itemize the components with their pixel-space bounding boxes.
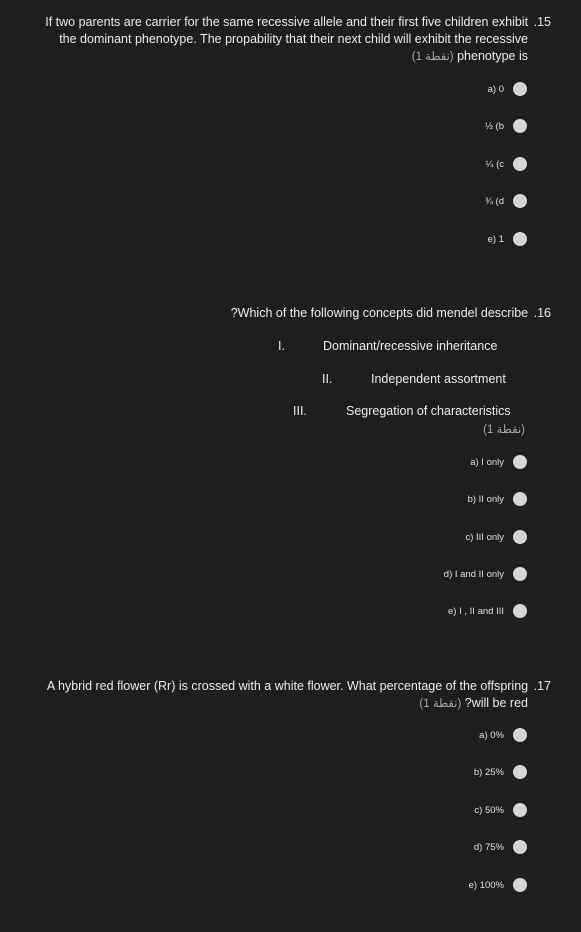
q16-option-e[interactable] <box>448 603 504 619</box>
q16-item-2-text: Independent assortment <box>371 372 506 386</box>
q16-option-d[interactable] <box>444 566 504 582</box>
q16-option-b-label: b) II only <box>467 493 504 505</box>
q17-option-c-radio[interactable] <box>513 803 527 817</box>
q15-option-c-radio[interactable] <box>513 157 527 171</box>
question-17-points: (1 نقطة) <box>419 698 462 710</box>
q16-option-a-label: a) I only <box>470 456 504 468</box>
question-17-number: .17 <box>533 679 551 693</box>
q15-option-b-label: ½ (b <box>484 120 504 132</box>
q17-option-e-radio[interactable] <box>513 878 527 892</box>
q16-option-c-radio[interactable] <box>513 530 527 544</box>
question-15-text-1: If two parents are carrier for the same recessive allele and their first five children exhibit <box>45 15 529 29</box>
q16-option-d-label: d) I and II only <box>443 568 504 580</box>
q17-option-a-radio[interactable] <box>513 728 527 742</box>
question-17-text-1: A hybrid red flower (Rr) is crossed with a white flower. What percentage of the offspring <box>46 679 529 693</box>
q15-option-a-radio[interactable] <box>513 82 527 96</box>
q17-option-d[interactable] <box>474 839 504 855</box>
question-15-number: .15 <box>533 15 551 29</box>
q16-option-c-label: c) III only <box>465 531 504 543</box>
q16-option-c[interactable] <box>465 529 504 545</box>
q15-option-c-label: ¼ (c <box>485 158 504 170</box>
q15-option-b-radio[interactable] <box>513 119 527 133</box>
q17-option-b-label: b) 25% <box>473 766 504 778</box>
q17-option-b[interactable] <box>474 764 504 780</box>
q15-option-c[interactable] <box>486 156 504 172</box>
q16-option-e-label: e) I , II and III <box>448 605 504 617</box>
q16-option-a-radio[interactable] <box>513 455 527 469</box>
question-17-line-1 <box>47 678 551 695</box>
question-15-text-3: phenotype is <box>457 49 528 63</box>
q17-option-e-label: e) 100% <box>468 879 504 891</box>
question-16-points: (1 نقطة) <box>483 424 525 436</box>
question-15-line-2 <box>59 31 528 48</box>
q16-option-b-radio[interactable] <box>513 492 527 506</box>
q16-option-b[interactable] <box>468 491 504 507</box>
q15-option-d-radio[interactable] <box>513 194 527 208</box>
q15-option-a-label: a) 0 <box>487 83 504 95</box>
q16-item-3-numeral: III. <box>293 404 307 418</box>
q16-item-1-numeral: I. <box>278 339 285 353</box>
question-16-number: .16 <box>533 306 551 320</box>
q17-option-b-radio[interactable] <box>513 765 527 779</box>
question-15-line-3 <box>412 48 528 66</box>
q15-option-e-radio[interactable] <box>513 232 527 246</box>
q16-option-a[interactable] <box>470 454 504 470</box>
q17-option-c[interactable] <box>474 802 504 818</box>
q15-option-e[interactable] <box>488 231 504 247</box>
q16-option-e-radio[interactable] <box>513 604 527 618</box>
q17-option-c-label: c) 50% <box>474 804 504 816</box>
q17-option-a-label: a) 0% <box>479 729 504 741</box>
question-17-text-2: ?will be red <box>464 696 528 710</box>
q17-option-d-radio[interactable] <box>513 840 527 854</box>
q15-option-a[interactable] <box>488 81 504 97</box>
q15-option-d[interactable] <box>485 193 504 209</box>
q16-item-2-numeral: II. <box>322 372 333 386</box>
q15-option-b[interactable] <box>485 118 504 134</box>
q17-option-a[interactable] <box>479 727 504 743</box>
question-16-points-line <box>483 421 525 439</box>
question-15-points: (1 نقطة) <box>411 51 454 63</box>
question-15-line-1 <box>45 14 551 31</box>
q17-option-d-label: d) 75% <box>473 841 504 853</box>
question-15-text-2: the dominant phenotype. The propability that their next child will exhibit the recessive <box>59 32 528 46</box>
q15-option-e-label: e) 1 <box>487 233 504 245</box>
q15-option-d-label: ¾ (d <box>484 195 504 207</box>
q16-item-1-text: Dominant/recessive inheritance <box>323 339 498 353</box>
q16-item-3-text: Segregation of characteristics <box>346 404 511 418</box>
question-16-line-1 <box>231 305 551 322</box>
q16-option-d-radio[interactable] <box>513 567 527 581</box>
question-17-line-2 <box>419 695 528 713</box>
question-16-text: ?Which of the following concepts did mendel describe <box>230 306 529 320</box>
q17-option-e[interactable] <box>469 877 504 893</box>
